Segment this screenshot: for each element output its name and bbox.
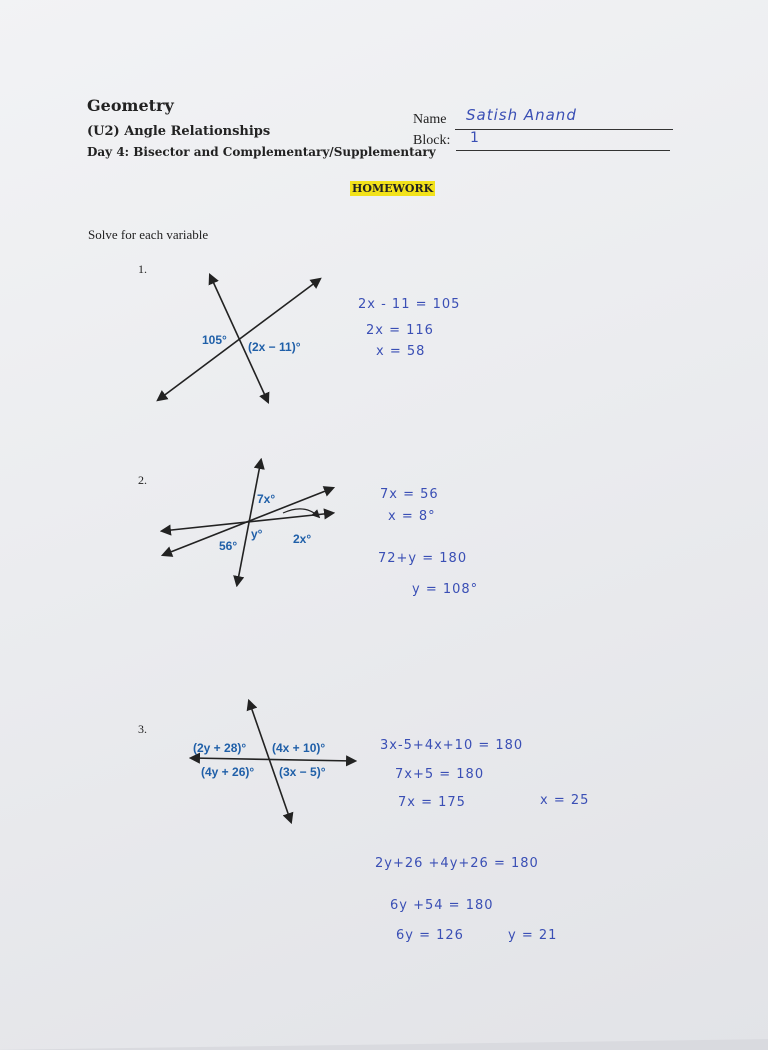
angle-label: (3x − 5)° (279, 765, 326, 779)
angle-label: 2x° (293, 532, 312, 546)
angle-label: (4y + 26)° (201, 765, 255, 779)
name-label: Name (413, 112, 447, 127)
angle-label: y° (251, 527, 263, 541)
angle-label: (4x + 10)° (272, 741, 326, 755)
line-a (191, 758, 355, 761)
angle-label: 105° (202, 333, 227, 347)
work-line: 2y+26 +4y+26 = 180 (375, 856, 539, 871)
work-line: 7x = 56 (380, 487, 439, 502)
work-line: 7x = 175 (398, 795, 466, 810)
angle-label: (2y + 28)° (193, 741, 247, 755)
line-b (249, 701, 291, 822)
instructions: Solve for each variable (88, 227, 209, 242)
work-line: 3x-5+4x+10 = 180 (380, 738, 524, 753)
work-line: 2x - 11 = 105 (358, 297, 461, 312)
work-line: 6y +54 = 180 (390, 898, 494, 913)
problem-1-figure (150, 270, 335, 410)
work-line: 72+y = 180 (378, 551, 468, 566)
homework-badge: HOMEWORK (352, 182, 434, 195)
problem-number: 2. (138, 473, 147, 487)
block-label: Block: (413, 133, 451, 148)
work-line: x = 8° (388, 509, 436, 524)
block-value: 1 (470, 130, 479, 146)
course-title: Geometry (87, 96, 174, 115)
problem-number: 3. (138, 722, 147, 736)
problem-number: 1. (138, 262, 147, 276)
problem-3-figure (185, 695, 370, 830)
angle-label: 7x° (257, 492, 276, 506)
lesson-title: Day 4: Bisector and Complementary/Supplementary (87, 145, 436, 159)
work-line: x = 58 (376, 344, 426, 359)
work-line: 6y = 126 (396, 928, 464, 943)
work-line: x = 25 (540, 793, 590, 808)
unit-title: (U2) Angle Relationships (87, 124, 271, 139)
block-underline (456, 150, 670, 151)
name-value: Satish Anand (466, 106, 577, 124)
work-line: 7x+5 = 180 (395, 767, 485, 782)
problem-2-figure (155, 455, 340, 590)
work-line: 2x = 116 (366, 323, 434, 338)
name-underline (455, 129, 673, 130)
work-line: y = 108° (412, 582, 479, 597)
angle-label: 56° (219, 539, 238, 553)
angle-label: (2x − 11)° (248, 340, 301, 354)
work-line: y = 21 (508, 928, 558, 943)
